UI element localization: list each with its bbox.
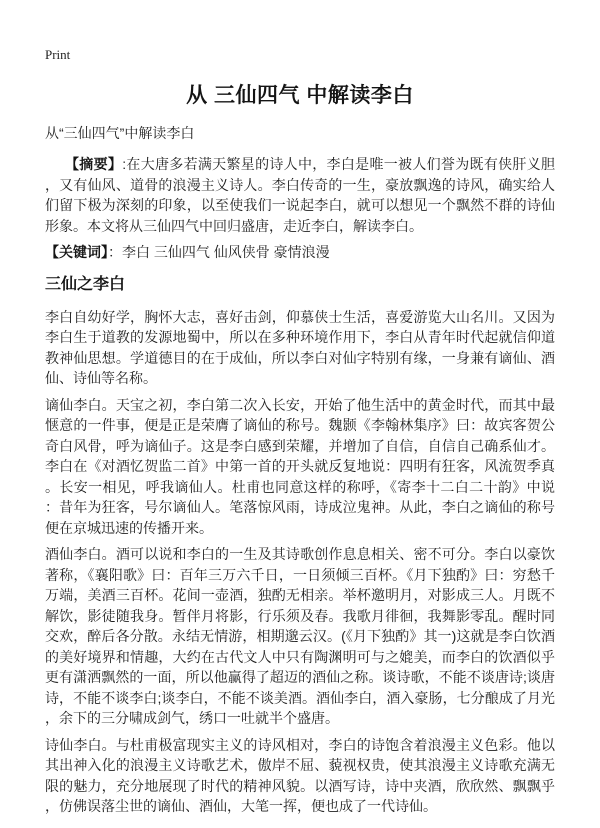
abstract-text: 在大唐多若满天繁星的诗人中，李白是唯一被人们誉为既有侠肝义胆，又有仙风、道骨的浪漫主义诗人。李白传奇的一生，豪放飘逸的诗风，确实给人们留下极为深刻的印象，以至使我们一说起李白，就可以想见一个飘然不群的诗仙形象。本文将从三仙四气中回归盛唐，走近李白，解读李白。	[45, 156, 556, 234]
body-paragraph-shixian: 诗仙李白。与杜甫极富现实主义的诗风相对，李白的诗饱含着浪漫主义色彩。他以其出神入化的浪漫主义诗歌艺术，傲岸不屈、藐视权贵，使其浪漫主义诗歌充满无限的魅力，充分地展现了时代的精神风貌。以酒写诗，诗中夹酒，欣欣然、飘飘乎，仿佛误落尘世的谪仙、酒仙，大笔一挥，便也成了一代诗仙。	[45, 736, 555, 814]
keywords-text: 李白 三仙四气 仙风侠骨 豪情浪漫	[122, 244, 330, 260]
abstract-paragraph	[45, 154, 555, 236]
abstract-separator: :	[122, 156, 127, 172]
keywords-label: 【关键词】	[45, 244, 108, 260]
keywords-line	[45, 242, 555, 263]
print-link[interactable]: Print	[45, 47, 71, 62]
section-heading: 三仙之李白	[45, 275, 126, 293]
page-subtitle: 从“三仙四气”中解读李白	[45, 125, 195, 141]
body-paragraph-zhexian: 谪仙李白。天宝之初，李白第二次入长安，开始了他生活中的黄金时代，而其中最惬意的一件事，便是正是荣膺了谪仙的称号。魏颢《李翰林集序》曰：故宾客贺公奇白风骨，呼为谪仙子。这是李白感到荣耀，并增加了自信，自信自己确系仙才。李白在《对酒忆贺监二首》中第一首的开头就反复地说：四明有狂客，风流贺季真。长安一相见，呼我谪仙人。杜甫也同意这样的称呼，《寄李十二白二十韵》中说：昔年为狂客，号尔谪仙人。笔落惊风雨，诗成泣鬼神。从此，李白之谪仙的称号便在京城迅速的传播开来。	[45, 396, 555, 536]
body-paragraph-zhexian-intro: 李白自幼好学，胸怀大志，喜好击剑，仰慕侠士生活，喜爱游览大山名川。又因为李白生于道教的发源地蜀中，所以在多种环境作用下，李白从青年时代起就信仰道教神仙思想。学道德目的在于成仙，所以李白对仙字特别有缘，一身兼有谪仙、酒仙、诗仙等名称。	[45, 308, 555, 386]
body-paragraph-jiuxian: 酒仙李白。酒可以说和李白的一生及其诗歌创作息息相关、密不可分。李白以豪饮著称，《襄阳歌》曰：百年三万六千日，一日须倾三百杯。《月下独酌》曰：穷愁千万端，美酒三百杯。花间一壶酒，独酌无相亲。举杯邀明月，对影成三人。月既不解饮，影徒随我身。暂伴月将影，行乐须及春。我歌月徘徊，我舞影零乱。醒时同交欢，醉后各分散。永结无情游，相期邈云汉。(《月下独酌》其一)这就是李白饮酒的美好境界和情趣，大约在古代文人中只有陶渊明可与之媲美，而李白的饮酒似乎更有潇洒飘然的一面，所以他赢得了超迈的酒仙之称。谈诗歌，不能不谈唐诗;谈唐诗，不能不谈李白;谈李白，不能不谈美酒。酒仙李白，酒入豪肠，七分酿成了月光，余下的三分啸成剑气，绣口一吐就半个盛唐。	[45, 546, 555, 726]
abstract-label: 【摘要】	[65, 156, 123, 172]
page-title: 从 三仙四气 中解读李白	[186, 84, 414, 107]
keywords-separator: ：	[108, 244, 122, 260]
